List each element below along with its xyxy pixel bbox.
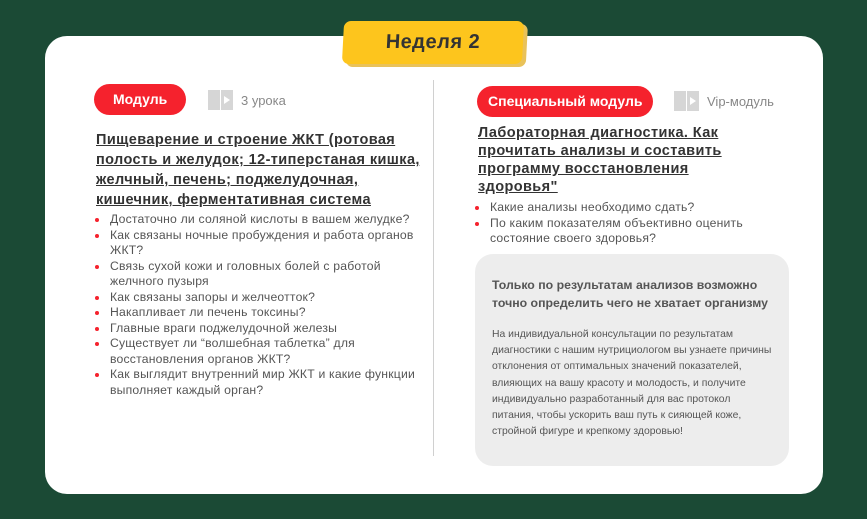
list-item: Как связаны запоры и желчеотток? — [94, 290, 434, 306]
book-play-icon — [674, 91, 699, 111]
list-item: Связь сухой кожи и головных болей с работой желчного пузыря — [94, 259, 434, 290]
week-label: Неделя 2 — [342, 21, 524, 64]
right-topics-list — [474, 200, 774, 247]
info-box-text: На индивидуальной консультации по результатам диагностики с нашим нутрициологом вы узнаете причины отклонения от оптимальных значений показателей, влияющих на вашу красоту и молодость, и получите индивидуально разработанный для вас протокол питания, чтобы ускорить ваш путь к сияющей коже, стройной фигуре и крепкому здоровью! — [492, 329, 772, 438]
vip-label: Vip-модуль — [707, 93, 774, 109]
module-badge[interactable] — [94, 84, 186, 115]
special-module-badge[interactable] — [477, 86, 653, 117]
list-item: Как связаны ночные пробуждения и работа органов ЖКТ? — [94, 228, 434, 259]
list-item: Существует ли “волшебная таблетка” для восстановления органов ЖКТ? — [94, 336, 434, 367]
book-play-icon — [208, 90, 233, 110]
list-item: По каким показателям объективно оценить состояние своего здоровья? — [474, 216, 774, 247]
list-item: Какие анализы необходимо сдать? — [474, 200, 774, 216]
list-item: Главные враги поджелудочной железы — [94, 321, 434, 337]
left-module-title[interactable]: Пищеварение и строение ЖКТ (ротовая полость и желудок; 12-типерстаная кишка, желчный, печень; поджелудочная, кишечник, ферментативная система — [96, 132, 420, 208]
right-meta — [674, 91, 774, 111]
special-module-badge-label: Специальный модуль — [477, 86, 653, 117]
right-module-title[interactable]: Лабораторная диагностика. Как прочитать анализы и составить программу восстановления здоровья" — [478, 125, 722, 195]
info-box — [475, 254, 789, 466]
list-item: Накапливает ли печень токсины? — [94, 305, 434, 321]
left-meta — [208, 90, 286, 110]
lessons-count: 3 урока — [241, 92, 286, 108]
left-topics-list — [94, 212, 434, 398]
info-box-heading: Только по результатам анализов возможно точно определить чего не хватает организму — [492, 278, 769, 310]
module-badge-label: Модуль — [94, 84, 186, 115]
list-item: Как выглядит внутренний мир ЖКТ и какие функции выполняет каждый орган? — [94, 367, 434, 398]
list-item: Достаточно ли соляной кислоты в вашем желудке? — [94, 212, 434, 228]
